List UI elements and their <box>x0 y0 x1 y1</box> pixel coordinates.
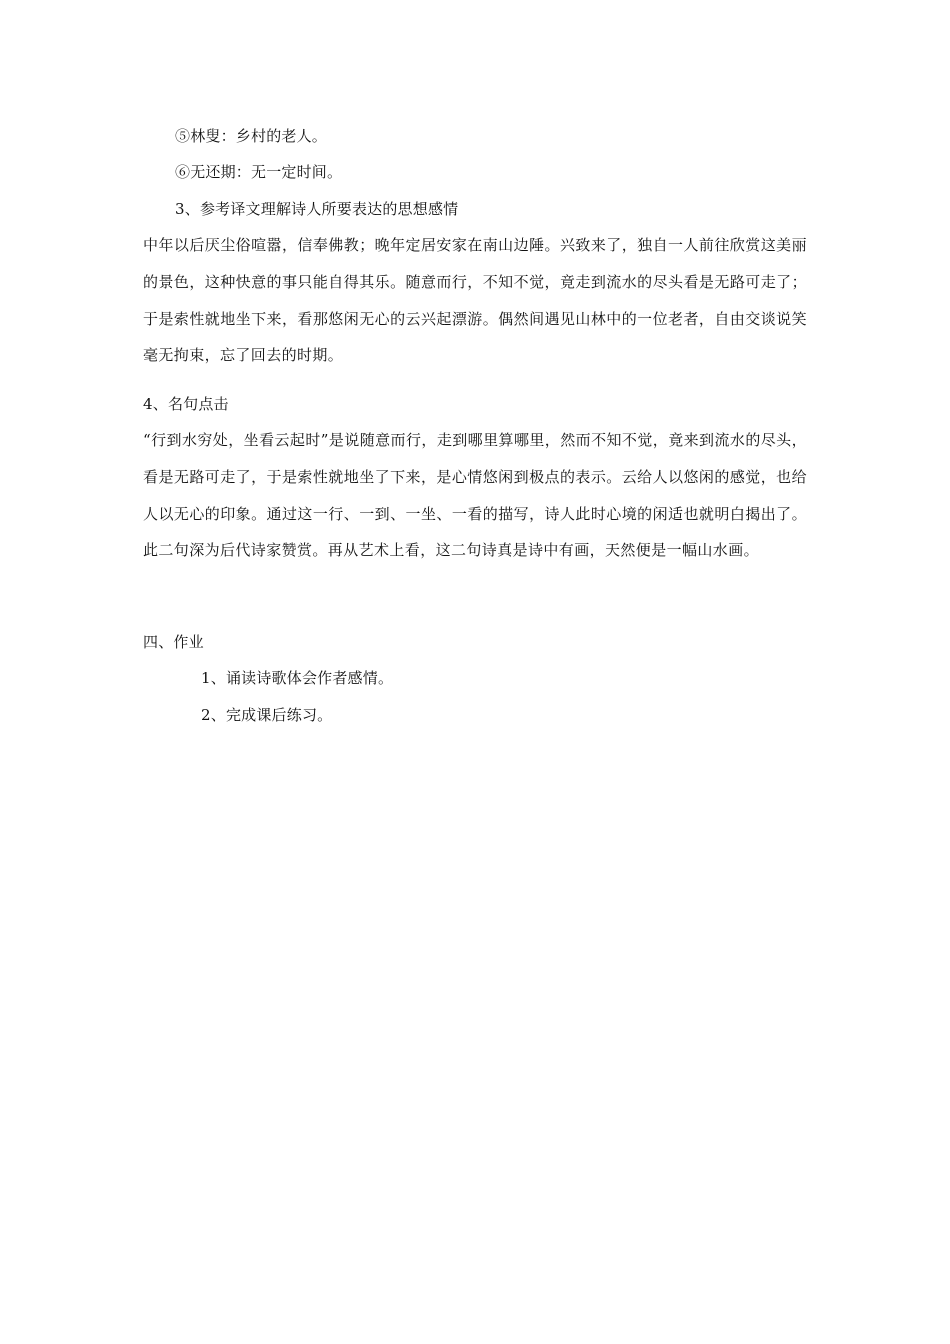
homework-heading: 四、作业 <box>143 633 204 651</box>
homework-item: 2、完成课后练习。 <box>201 706 333 724</box>
note-item-6: ⑥无还期：无一定时间。 <box>175 163 343 181</box>
note-item-5: ⑤林叟：乡村的老人。 <box>175 127 328 145</box>
section-4-heading: 4、名句点击 <box>143 395 229 413</box>
section-3-heading: 3、参考译文理解诗人所要表达的思想感情 <box>175 200 459 218</box>
homework-item: 1、诵读诗歌体会作者感情。 <box>201 669 394 687</box>
famous-line-paragraph: “行到水穷处，坐看云起时”是说随意而行，走到哪里算哪里，然而不知不觉，竟来到流水的尽头，看是无路可走了，于是索性就地坐了下来，是心情悠闲到极点的表示。云给人以悠闲的感觉，也给人以无心的印象。通过这一行、一到、一坐、一看的描写，诗人此时心境的闲适也就明白揭出了。此二句深为后代诗家赞赏。再从艺术上看，这二句诗真是诗中有画，天然便是一幅山水画。 <box>143 431 807 560</box>
translation-paragraph: 中年以后厌尘俗喧嚣，信奉佛教；晚年定居安家在南山边陲。兴致来了，独自一人前往欣赏这美丽的景色，这种快意的事只能自得其乐。随意而行，不知不觉，竟走到流水的尽头看是无路可走了；于是索性就地坐下来，看那悠闲无心的云兴起漂游。偶然间遇见山林中的一位老者，自由交谈说笑毫无拘束，忘了回去的时期。 <box>143 236 807 365</box>
